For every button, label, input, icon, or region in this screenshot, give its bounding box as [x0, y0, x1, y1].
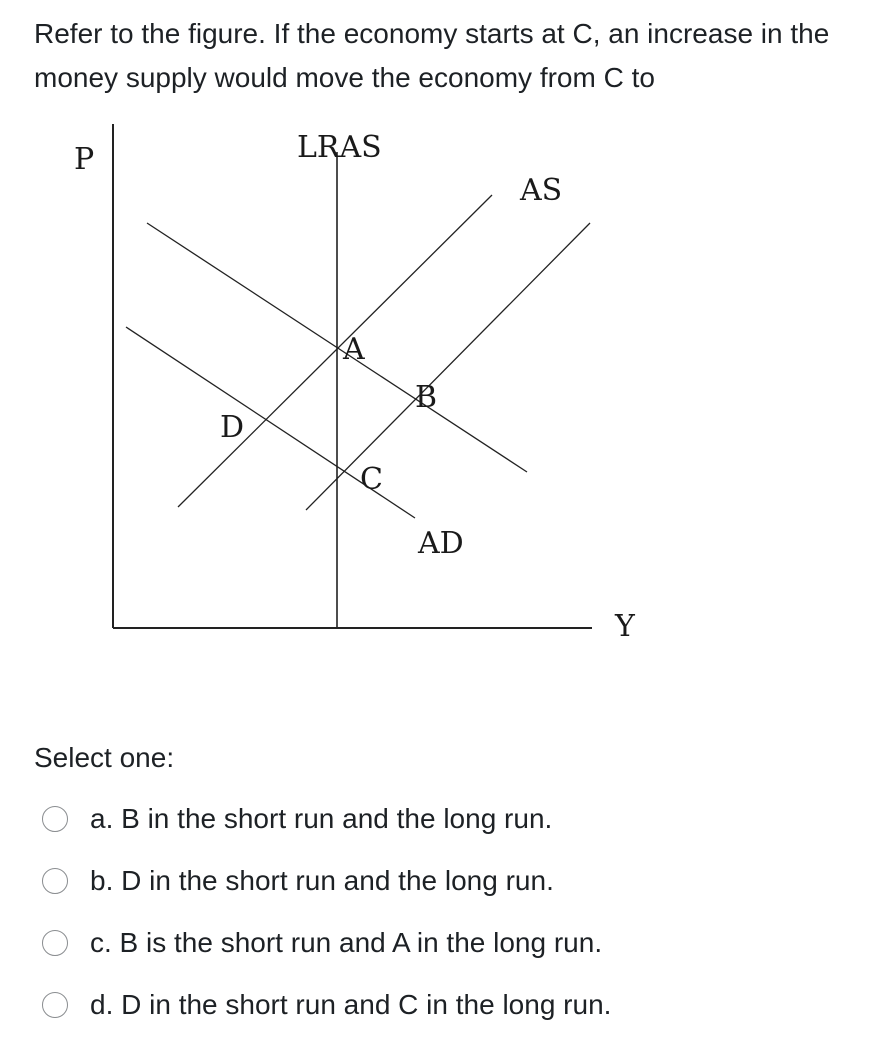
lras-label: LRAS: [297, 130, 382, 165]
select-one-label: Select one:: [34, 742, 175, 773]
option-a[interactable]: [42, 788, 611, 850]
option-d[interactable]: [42, 974, 611, 1036]
radio-button[interactable]: [42, 868, 68, 894]
question-text: Refer to the figure. If the economy starts at C, an increase in the money supply would move the economy from C to: [34, 18, 830, 93]
point-b-label: B: [415, 380, 438, 415]
option-d-label[interactable]: d. D in the short run and C in the long run.: [90, 989, 612, 1020]
answer-options: [42, 788, 611, 1036]
option-b-label[interactable]: b. D in the short run and the long run.: [90, 865, 554, 896]
point-a-label: A: [343, 332, 365, 367]
option-c[interactable]: [42, 912, 611, 974]
radio-button[interactable]: [42, 930, 68, 956]
point-d-label: D: [220, 410, 245, 445]
point-c-label: C: [360, 462, 383, 497]
y-axis-label: Y: [615, 609, 635, 644]
as-curve-upper: [178, 195, 492, 507]
ad-label: AD: [418, 526, 464, 561]
radio-button[interactable]: [42, 806, 68, 832]
option-b[interactable]: [42, 850, 611, 912]
p-axis-label: P: [74, 142, 95, 177]
as-label: AS: [520, 173, 563, 208]
option-c-label[interactable]: c. B is the short run and A in the long run.: [90, 927, 603, 958]
option-a-label[interactable]: a. B in the short run and the long run.: [90, 803, 553, 834]
radio-button[interactable]: [42, 992, 68, 1018]
